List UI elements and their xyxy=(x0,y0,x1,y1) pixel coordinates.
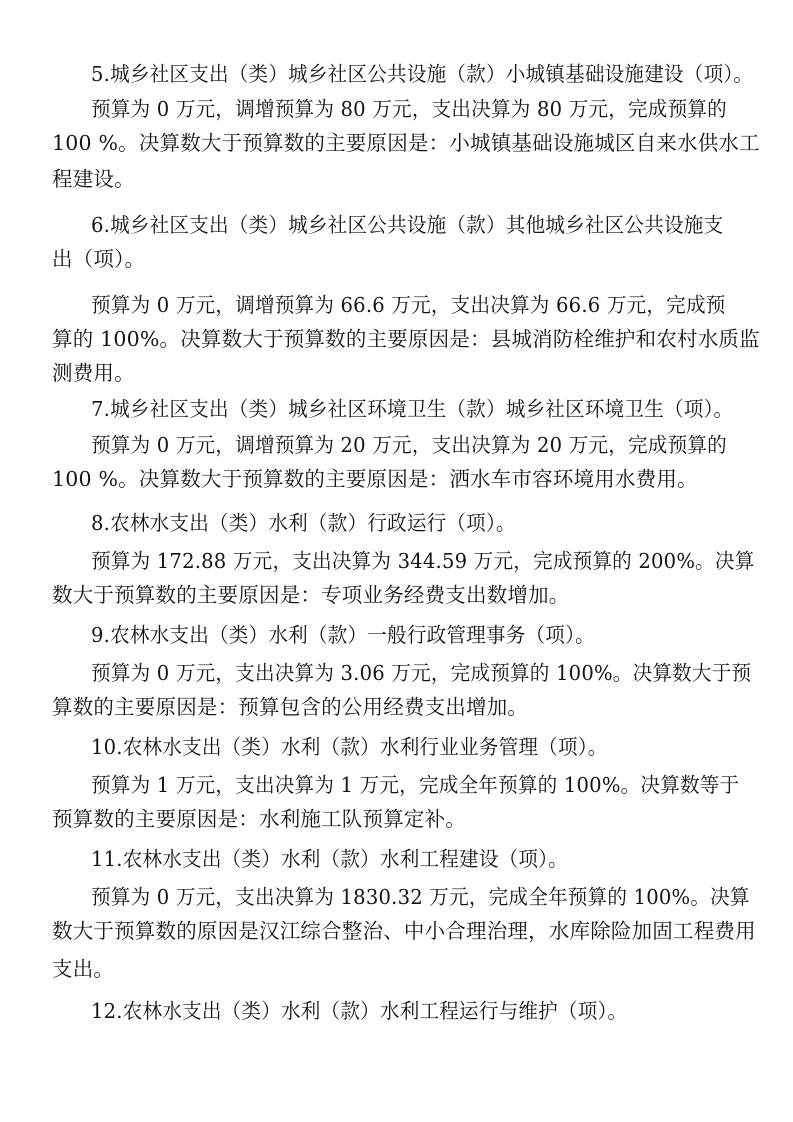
item-12-heading: 12.农林水支出（类）水利（款）水利工程运行与维护（项）。 xyxy=(91,999,628,1023)
item-9-heading: 9.农林水支出（类）水利（款）一般行政管理事务（项）。 xyxy=(91,623,595,647)
item-5-heading: 5.城乡社区支出（类）城乡社区公共设施（款）小城镇基础设施建设（项）。 xyxy=(91,62,754,86)
item-11-body-line-1: 预算为 0 万元，支出决算为 1830.32 万元，完成全年预算的 100%。决算 xyxy=(91,885,750,909)
item-5-body-line-3: 程建设。 xyxy=(52,167,135,191)
item-8-heading: 8.农林水支出（类）水利（款）行政运行（项）。 xyxy=(91,511,516,535)
item-6-body-line-2: 算的 100%。决算数大于预算数的主要原因是：县城消防栓维护和农村水质监 xyxy=(52,327,760,351)
item-11-body-line-2: 数大于预算数的原因是汉江综合整治、中小合理治理，水库除险加固工程费用 xyxy=(52,919,756,943)
item-6-heading-cont: 出（项）。 xyxy=(52,247,146,271)
item-5-body-line-2: 100 %。决算数大于预算数的主要原因是：小城镇基础设施城区自来水供水工 xyxy=(52,131,760,155)
item-10-body-line-1: 预算为 1 万元，支出决算为 1 万元，完成全年预算的 100%。决算数等于 xyxy=(91,773,740,797)
item-9-body-line-1: 预算为 0 万元，支出决算为 3.06 万元，完成预算的 100%。决算数大于预 xyxy=(91,661,752,685)
item-8-body-line-2: 数大于预算数的主要原因是：专项业务经费支出数增加。 xyxy=(52,583,570,607)
item-7-body-line-1: 预算为 0 万元，调增预算为 20 万元，支出决算为 20 万元，完成预算的 xyxy=(91,433,727,457)
item-6-body-line-1: 预算为 0 万元，调增预算为 66.6 万元，支出决算为 66.6 万元，完成预 xyxy=(91,293,726,317)
item-7-body-line-2: 100 %。决算数大于预算数的主要原因是：洒水车市容环境用水费用。 xyxy=(52,467,698,491)
item-6-heading: 6.城乡社区支出（类）城乡社区公共设施（款）其他城乡社区公共设施支 xyxy=(91,213,724,237)
item-11-heading: 11.农林水支出（类）水利（款）水利工程建设（项）。 xyxy=(91,847,568,871)
item-11-body-line-3: 支出。 xyxy=(52,957,115,981)
item-6-body-line-3: 测费用。 xyxy=(52,361,135,385)
item-8-body-line-1: 预算为 172.88 万元，支出决算为 344.59 万元，完成预算的 200%。决算 xyxy=(91,549,755,573)
item-10-heading: 10.农林水支出（类）水利（款）水利行业业务管理（项）。 xyxy=(91,735,608,759)
item-9-body-line-2: 算数的主要原因是：预算包含的公用经费支出增加。 xyxy=(52,695,529,719)
item-5-body-line-1: 预算为 0 万元，调增预算为 80 万元，支出决算为 80 万元，完成预算的 xyxy=(91,97,727,121)
item-7-heading: 7.城乡社区支出（类）城乡社区环境卫生（款）城乡社区环境卫生（项）。 xyxy=(91,397,734,421)
item-10-body-line-2: 预算数的主要原因是：水利施工队预算定补。 xyxy=(52,807,466,831)
